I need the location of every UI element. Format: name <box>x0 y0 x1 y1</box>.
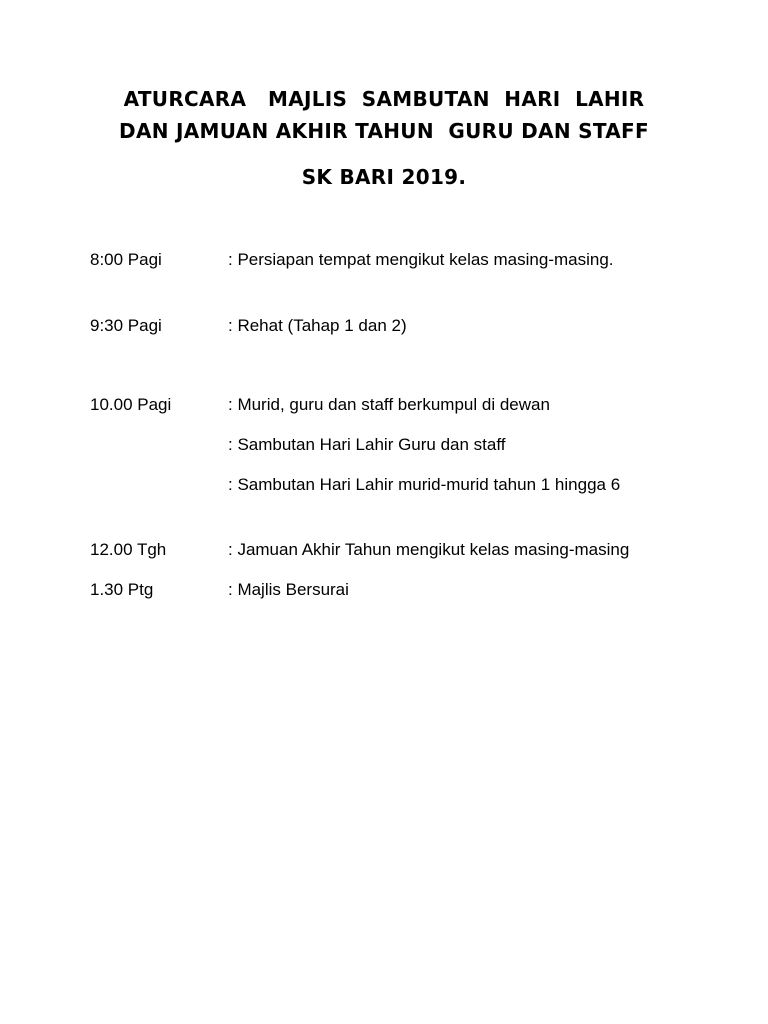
document-title-line-2: DAN JAMUAN AKHIR TAHUN GURU DAN STAFF <box>119 119 649 143</box>
schedule-description: : Rehat (Tahap 1 dan 2) <box>228 316 407 335</box>
schedule-time: 9:30 Pagi <box>90 316 162 335</box>
schedule-description: : Persiapan tempat mengikut kelas masing-masing. <box>228 250 614 269</box>
schedule-time: 8:00 Pagi <box>90 250 162 269</box>
schedule-description: : Majlis Bersurai <box>228 580 349 599</box>
schedule-time: 1.30 Ptg <box>90 580 154 599</box>
schedule-description: : Murid, guru dan staff berkumpul di dewan <box>228 395 550 414</box>
schedule-description: : Sambutan Hari Lahir Guru dan staff <box>228 435 506 454</box>
schedule-time: 12.00 Tgh <box>90 540 167 559</box>
document-title-line-3: SK BARI 2019. <box>301 165 467 189</box>
schedule-time: 10.00 Pagi <box>90 395 172 414</box>
schedule-description: : Jamuan Akhir Tahun mengikut kelas masing-masing <box>228 540 630 559</box>
document-title-line-1: ATURCARA MAJLIS SAMBUTAN HARI LAHIR <box>123 87 645 111</box>
schedule-description: : Sambutan Hari Lahir murid-murid tahun 1 hingga 6 <box>228 475 621 494</box>
